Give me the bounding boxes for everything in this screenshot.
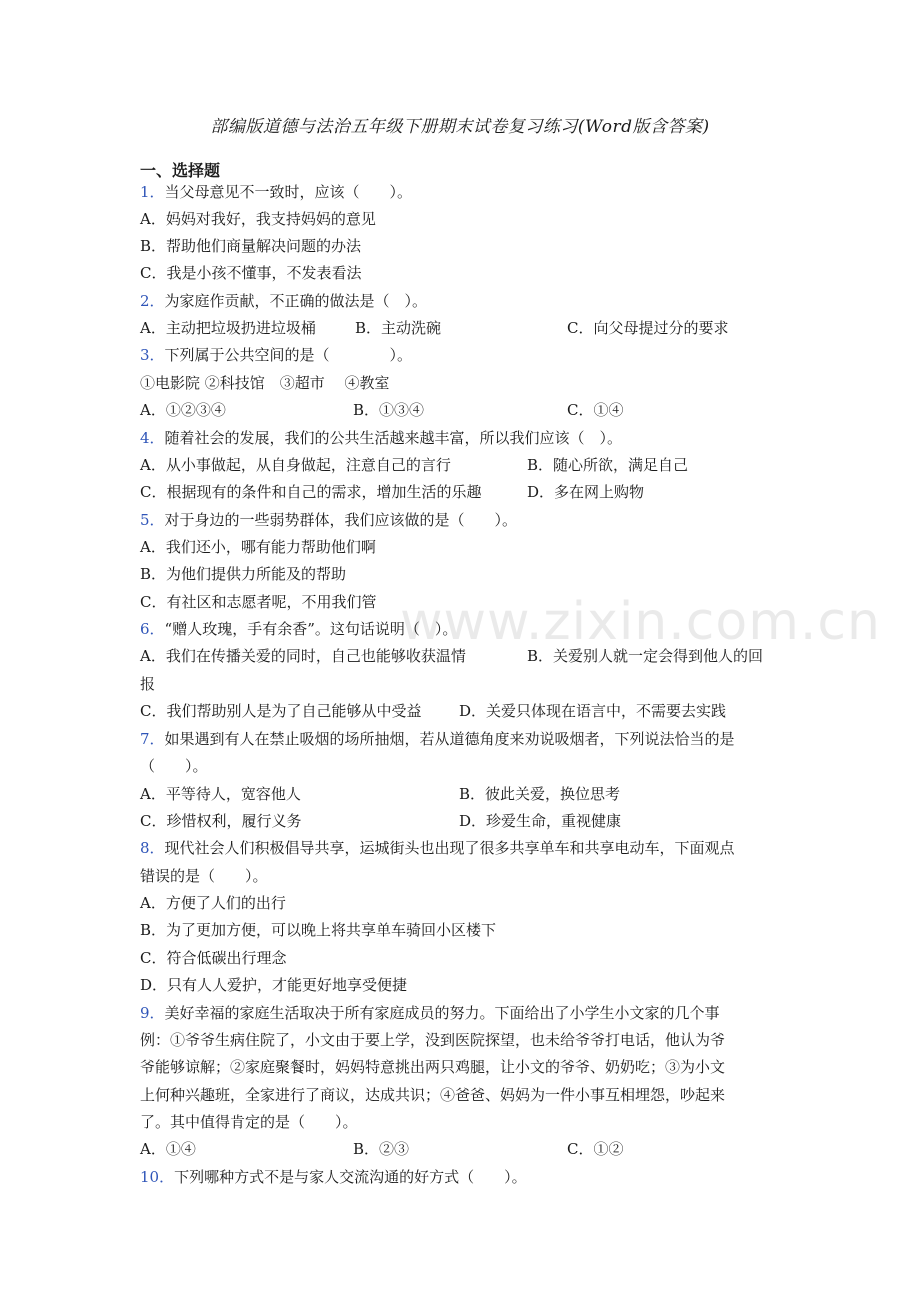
option-d: D．多在网上购物 <box>527 483 645 501</box>
section-heading: 一、选择题 <box>140 161 221 180</box>
option-c: C．符合低碳出行理念 <box>140 949 287 967</box>
question-text: 下列属于公共空间的是（ ）。 <box>164 346 413 364</box>
question-text: 对于身边的一些弱势群体，我们应该做的是（ ）。 <box>164 511 518 529</box>
option-d: D．珍爱生命，重视健康 <box>459 812 622 830</box>
question-number: 10． <box>140 1168 175 1186</box>
option-a: A．我们还小，哪有能力帮助他们啊 <box>140 538 376 556</box>
question-8 <box>140 838 735 858</box>
option-b: B．②③ <box>353 1140 410 1158</box>
option-c: C．根据现有的条件和自己的需求，增加生活的乐趣 <box>140 483 482 501</box>
question-text: “赠人玫瑰，手有余香”。这句话说明（ ）。 <box>164 620 458 638</box>
question-number: 9． <box>140 1004 165 1022</box>
option-a: A．主动把垃圾扔进垃圾桶 <box>140 319 316 337</box>
question-2 <box>140 291 427 311</box>
option-b: B．随心所欲，满足自己 <box>527 456 689 474</box>
question-text-continued: 了。其中值得肯定的是（ ）。 <box>140 1113 358 1131</box>
option-a: A．①②③④ <box>140 401 226 419</box>
page-title: 部编版道德与法治五年级下册期末试卷复习练习(Word版含答案) <box>210 117 710 137</box>
option-c: C．向父母提过分的要求 <box>567 319 729 337</box>
question-number: 2． <box>140 292 165 310</box>
question-number: 1． <box>140 183 165 201</box>
option-c: C．我们帮助别人是为了自己能够从中受益 <box>140 702 422 720</box>
question-text: 下列哪种方式不是与家人交流沟通的好方式（ ）。 <box>174 1168 527 1186</box>
question-1 <box>140 182 412 202</box>
option-a: A．方便了人们的出行 <box>140 894 286 912</box>
option-b: B．为他们提供力所能及的帮助 <box>140 565 347 583</box>
question-text-continued: 错误的是（ ）。 <box>140 867 268 885</box>
question-3 <box>140 345 412 365</box>
question-10 <box>140 1167 527 1187</box>
question-number: 5． <box>140 511 165 529</box>
option-c: C．我是小孩不懂事，不发表看法 <box>140 264 362 282</box>
option-b: B．关爱别人就一定会得到他人的回 <box>527 647 764 665</box>
option-a: A．我们在传播关爱的同时，自己也能够收获温情 <box>140 647 466 665</box>
option-c: C．①② <box>567 1140 624 1158</box>
question-subline: ①电影院 ②科技馆 ③超市 ④教室 <box>140 374 390 392</box>
option-d: D．关爱只体现在语言中，不需要去实践 <box>459 702 727 720</box>
option-a: A．妈妈对我好，我支持妈妈的意见 <box>140 210 376 228</box>
question-9 <box>140 1003 720 1023</box>
option-a: A．①④ <box>140 1140 196 1158</box>
question-number: 6． <box>140 620 165 638</box>
question-text-continued: 例：①爷爷生病住院了，小文由于要上学，没到医院探望，也未给爷爷打电话，他认为爷 <box>140 1031 726 1049</box>
question-text-continued: （ ）。 <box>140 757 208 775</box>
option-c: C．珍惜权利，履行义务 <box>140 812 302 830</box>
option-c: C．有社区和志愿者呢，不用我们管 <box>140 593 377 611</box>
question-text-continued: 上何种兴趣班，全家进行了商议，达成共识；④爸爸、妈妈为一件小事互相埋怨，吵起来 <box>140 1086 726 1104</box>
question-number: 7． <box>140 730 165 748</box>
question-4 <box>140 428 622 448</box>
option-b: B．①③④ <box>353 401 425 419</box>
question-text: 为家庭作贡献，不正确的做法是（ ）。 <box>164 292 428 310</box>
question-6 <box>140 619 457 639</box>
option-a: A．平等待人，宽容他人 <box>140 785 301 803</box>
question-text: 当父母意见不一致时，应该（ ）。 <box>164 183 413 201</box>
option-b: B．帮助他们商量解决问题的办法 <box>140 237 362 255</box>
question-number: 8． <box>140 839 165 857</box>
watermark: www.zixin.com.cn <box>400 592 881 652</box>
question-text: 如果遇到有人在禁止吸烟的场所抽烟，若从道德角度来劝说吸烟者，下列说法恰当的是 <box>164 730 735 748</box>
option-b: B．主动洗碗 <box>355 319 442 337</box>
option-c: C．①④ <box>567 401 624 419</box>
option-b: B．彼此关爱，换位思考 <box>459 785 621 803</box>
question-number: 4． <box>140 429 165 447</box>
option-b: B．为了更加方便，可以晚上将共享单车骑回小区楼下 <box>140 921 497 939</box>
question-5 <box>140 510 517 530</box>
option-d: D．只有人人爱护，才能更好地享受便捷 <box>140 976 408 994</box>
option-a: A．从小事做起，从自身做起，注意自己的言行 <box>140 456 451 474</box>
question-text: 随着社会的发展，我们的公共生活越来越丰富，所以我们应该（ ）。 <box>164 429 623 447</box>
option-b-continued: 报 <box>140 675 156 693</box>
question-7 <box>140 729 735 749</box>
question-number: 3． <box>140 346 165 364</box>
question-text: 现代社会人们积极倡导共享，运城街头也出现了很多共享单车和共享电动车，下面观点 <box>164 839 735 857</box>
question-text-continued: 爷能够谅解；②家庭聚餐时，妈妈特意挑出两只鸡腿，让小文的爷爷、奶奶吃；③为小文 <box>140 1058 726 1076</box>
question-text: 美好幸福的家庭生活取决于所有家庭成员的努力。下面给出了小学生小文家的几个事 <box>164 1004 720 1022</box>
